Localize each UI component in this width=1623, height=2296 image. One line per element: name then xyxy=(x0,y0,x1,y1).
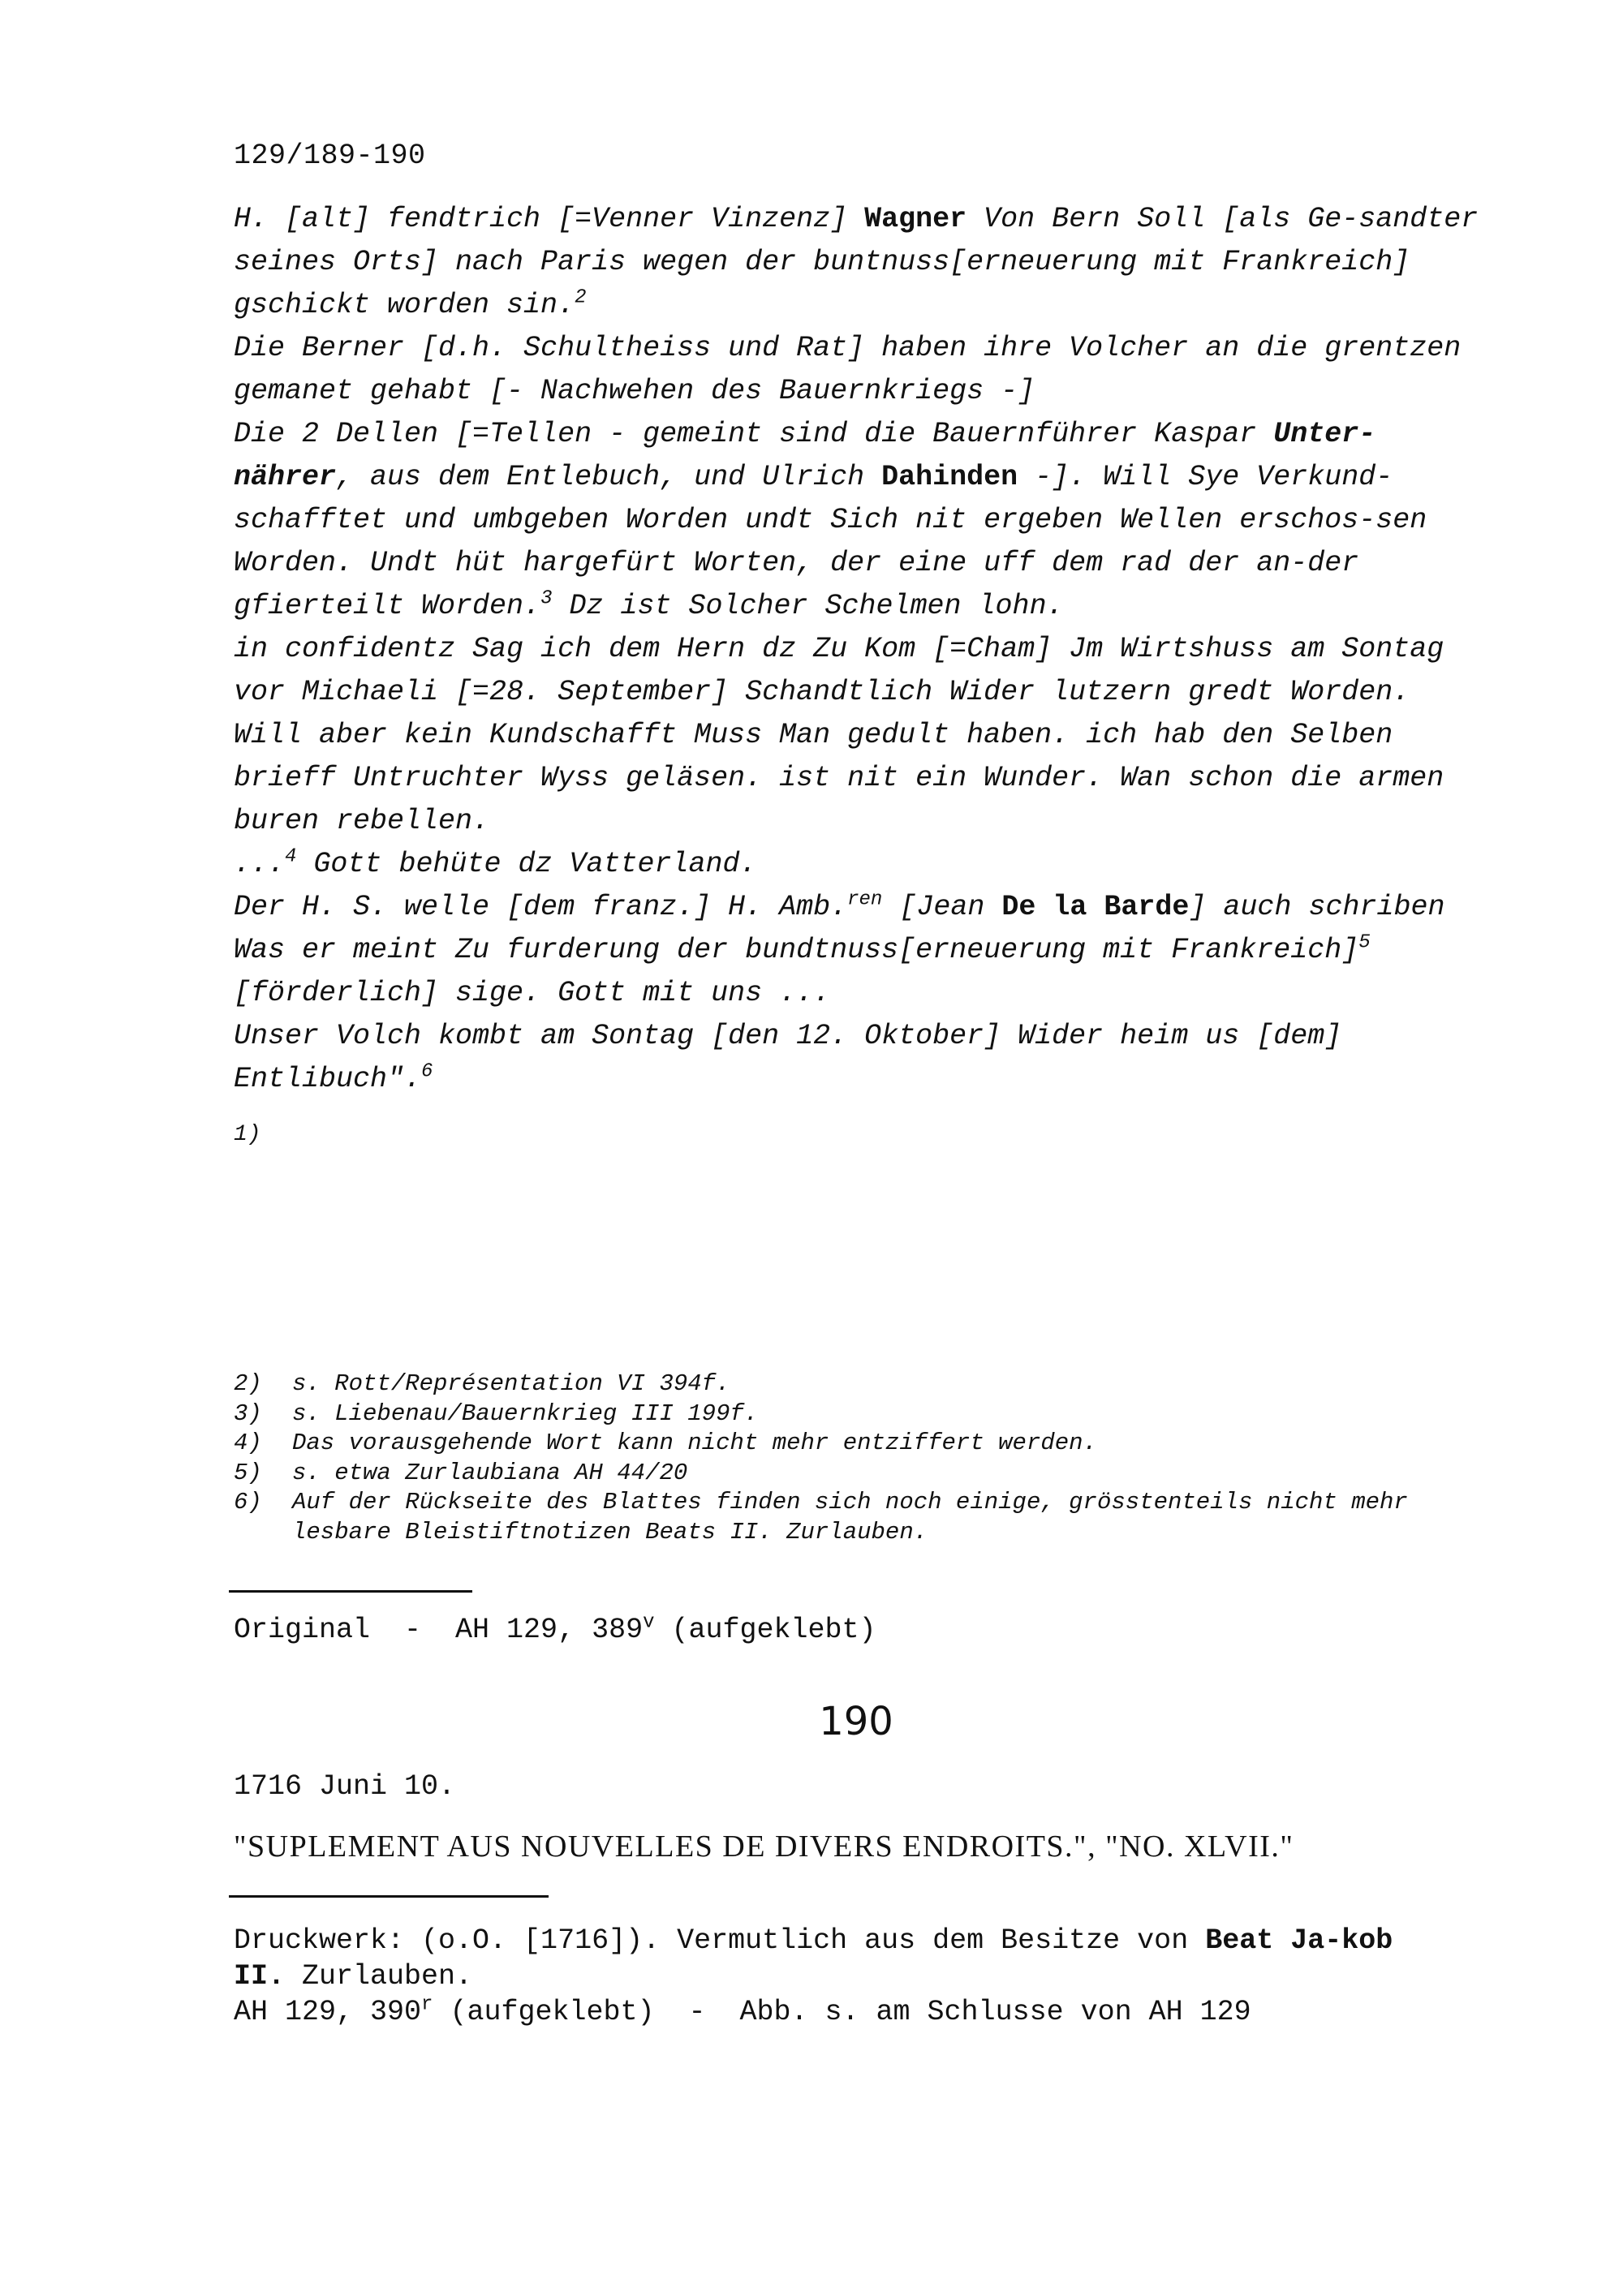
document-title: "SUPLEMENT AUS NOUVELLES DE DIVERS ENDROITS.", "NO. XLVII." xyxy=(234,1829,1294,1864)
letter-paragraph-1 xyxy=(234,198,1483,327)
letter-paragraph-6 xyxy=(234,886,1483,1015)
text-span: Der H. S. welle [dem franz.] H. Amb. xyxy=(234,891,848,923)
text-span: Gott behüte dz Vatterland. xyxy=(296,848,757,880)
description-line-1 xyxy=(234,1923,1451,1994)
person-name: Wagner xyxy=(864,203,967,235)
footnote-row xyxy=(234,1488,1500,1547)
footnote-ref: 2 xyxy=(575,286,587,309)
text-span: (aufgeklebt) - Abb. s. am Schlusse von AH 129 xyxy=(433,1996,1251,2028)
footnote-text: s. etwa Zurlaubiana AH 44/20 xyxy=(292,1459,688,1486)
footnote-1: 1) xyxy=(234,1122,261,1147)
footnote-number: 5) xyxy=(234,1459,262,1486)
text-span: [förderlich] sige. Gott mit uns ... xyxy=(234,977,831,1009)
letter-text xyxy=(234,198,1483,1101)
footnote-number: 6) xyxy=(234,1489,262,1516)
letter-section xyxy=(234,136,1483,1151)
person-name: De la Barde xyxy=(1001,891,1190,923)
footnote-text: s. Liebenau/Bauernkrieg III 199f. xyxy=(292,1400,759,1427)
superscript: v xyxy=(643,1611,655,1634)
description-line-2 xyxy=(234,1994,1451,2030)
footnote-row xyxy=(234,1400,1500,1430)
footnote-text: s. Rott/Représentation VI 394f. xyxy=(292,1370,730,1397)
text-span: Die 2 Dellen [=Tellen - gemeint sind die Bauernführer Kaspar xyxy=(234,418,1274,450)
text-span: [Jean xyxy=(882,891,1002,923)
letter-paragraph-3 xyxy=(234,413,1483,628)
text-span: Von Bern Soll [als Ge-sandter seines Orts] nach Paris wegen der buntnuss[erneuerung mit Frankreich] gschickt worden sin. xyxy=(234,203,1479,321)
letter-paragraph-7 xyxy=(234,1015,1483,1101)
person-name: Beat Ja-kob II. xyxy=(234,1924,1410,1993)
footnote-row xyxy=(234,1459,1500,1489)
footnote-row xyxy=(234,1429,1500,1459)
footnote-text: Auf der Rückseite des Blattes finden sich noch einige, grösstenteils nicht mehr lesbare Bleistiftnotizen Beats II. Zurlauben. xyxy=(292,1489,1408,1546)
text-span: Original - AH 129, 389 xyxy=(234,1614,644,1646)
section-divider xyxy=(229,1895,549,1898)
person-name: Unter-nährer xyxy=(234,418,1376,493)
footnote-ref: 4 xyxy=(285,845,297,868)
text-span: Zurlauben. xyxy=(285,1960,473,1993)
text-span: AH 129, 390 xyxy=(234,1996,422,2028)
source-reference xyxy=(234,1610,876,1649)
letter-paragraph-5 xyxy=(234,843,1483,886)
text-span: , aus dem Entlebuch, und Ulrich xyxy=(336,461,882,493)
superscript: r xyxy=(421,1993,433,2016)
text-span: Dz ist Solcher Schelmen lohn. xyxy=(552,590,1064,622)
text-span: Druckwerk: (o.O. [1716]). Vermutlich aus dem Besitze von xyxy=(234,1924,1206,1957)
text-span: Unser Volch kombt am Sontag [den 12. Oktober] Wider heim us [dem] Entlibuch". xyxy=(234,1020,1342,1095)
text-span: ... xyxy=(234,848,286,880)
footnote-row xyxy=(234,1369,1500,1400)
footnote-ref: 6 xyxy=(421,1060,433,1083)
text-span: (aufgeklebt) xyxy=(654,1614,876,1646)
section-divider xyxy=(229,1590,472,1593)
document-number: 190 xyxy=(819,1699,893,1744)
footnote-text: Das vorausgehende Wort kann nicht mehr entziffert werden. xyxy=(292,1430,1097,1456)
text-span: H. [alt] fendtrich [=Venner Vinzenz] xyxy=(234,203,865,235)
footnote-number: 3) xyxy=(234,1400,262,1427)
document-description xyxy=(234,1923,1451,2030)
person-name: Dahinden xyxy=(881,461,1018,493)
superscript: ren xyxy=(847,888,883,911)
footnote-ref: 5 xyxy=(1358,931,1371,954)
footnotes-list xyxy=(234,1369,1500,1547)
letter-paragraph-2: Die Berner [d.h. Schultheiss und Rat] haben ihre Volcher an die grentzen gemanet gehabt [- Nachwehen des Bauernkriegs -] xyxy=(234,332,1462,407)
page-reference: 129/189-190 xyxy=(234,140,426,172)
document-date: 1716 Juni 10. xyxy=(234,1770,456,1803)
footnote-ref: 3 xyxy=(540,587,553,610)
text-span: -]. Will Sye Verkund-schafftet und umbgeben Worden undt Sich nit ergeben Wellen erschos-sen Worden. Undt hüt hargefürt Worten, der eine uff dem rad der an-der gfierteilt Worden. xyxy=(234,461,1427,622)
footnote-number: 2) xyxy=(234,1370,262,1397)
footnote-number: 4) xyxy=(234,1430,262,1456)
letter-paragraph-4: in confidentz Sag ich dem Hern dz Zu Kom [=Cham] Jm Wirtshuss am Sontag vor Michaeli [=28. September] Schandtlich Wider lutzern gredt Worden. Will aber kein Kundschafft Muss Man gedult haben. ich hab den Selben brieff Untruchter Wyss geläsen. ist nit ein Wunder. Wan schon die armen buren rebellen. xyxy=(234,633,1444,837)
text-span: ] auch schriben Was er meint Zu furderung der bundtnuss[erneuerung mit Frankreich] xyxy=(234,891,1445,966)
